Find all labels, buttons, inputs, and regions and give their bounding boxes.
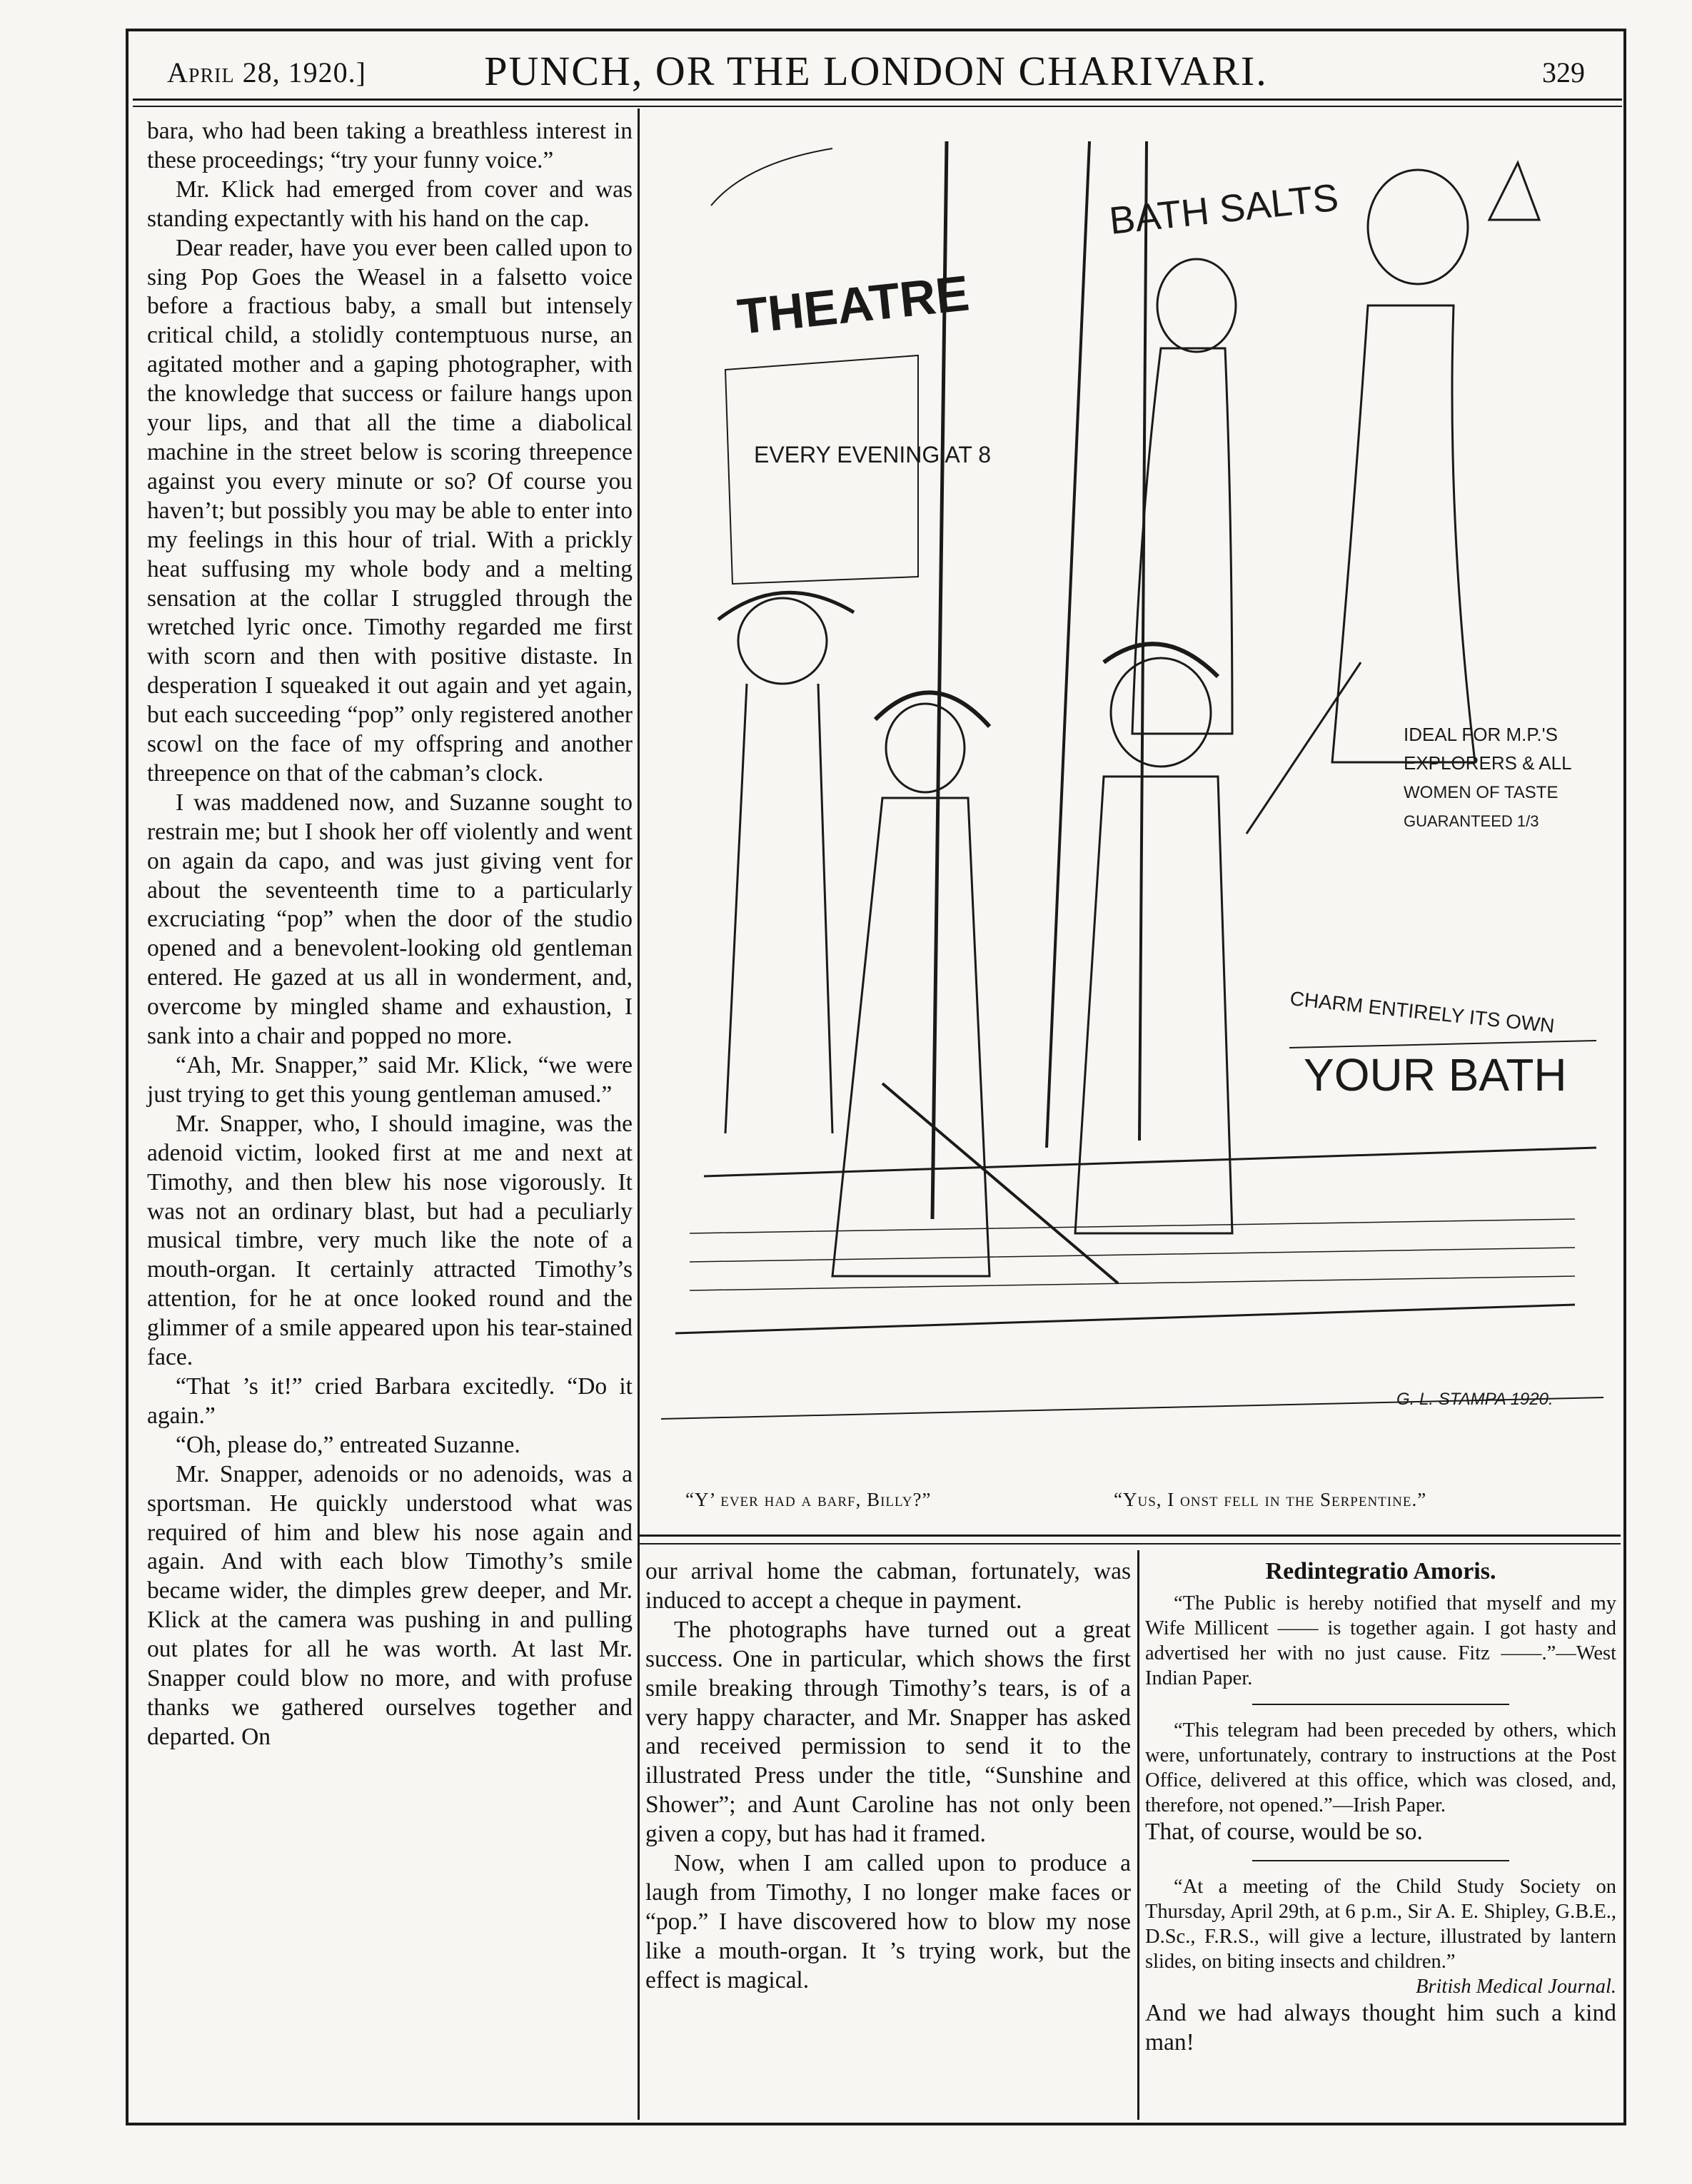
- comment-2: That, of course, would be so.: [1145, 1818, 1423, 1845]
- poster-line-2: EXPLORERS & ALL: [1404, 752, 1572, 774]
- notice-1: “The Public is hereby notified that myself and my Wife Millicent —— is together again. I got hasty and advertised her with no just cause. Fitz ——.”—West Indian Paper.: [1145, 1592, 1616, 1689]
- theatre-sign-text: THEATRE: [735, 265, 972, 345]
- source-3: British Medical Journal.: [1415, 1975, 1616, 1998]
- paragraph: I was maddened now, and Suzanne sought to restrain me; but I shook her off violently and went on again da capo, and was just giving vent for about the seventeenth time to a particularly excruciating “pop” when the door of the studio opened and a benevolent-looking old gentleman entered. He gazed at us all in wonderment, and, overcome by mingled shame and exhaustion, I sank into a chair and popped no more.: [147, 789, 633, 1050]
- cartoon-illustration: [647, 120, 1612, 1505]
- paragraph: Dear reader, have you ever been called upon to sing Pop Goes the Weasel in a falsetto voice before a fractious baby, a small but intensely critical child, a stolidly contemptuous nurse, an agitated mother and a gaping photographer, with the knowledge that success or failure hangs upon your lips, and that all the time a diabolical machine in the street below is scoring threepence against you every minute or so? Of course you haven’t; but possibly you may be able to enter into my feelings in this hour of trial. With a prickly heat suffusing my whole body and a melting sensation at the collar I struggled through the wretched lyric once. Timothy regarded me first with scorn and then with positive distaste. In desperation I squeaked it out again and yet again, but each succeeding “pop” only registered another scowl on the face of my offspring and another threepence on that of the cabman’s clock.: [147, 234, 633, 787]
- paragraph: our arrival home the cabman, fortunately, was induced to accept a cheque in payment.: [645, 1558, 1131, 1614]
- issue-date: April 28, 1920.]: [167, 56, 366, 89]
- running-head: [126, 40, 1626, 111]
- right-column-text: [1145, 1557, 1616, 2058]
- shop-sign-text: BATH SALTS: [1107, 176, 1341, 243]
- comment-3: And we had always thought him such a kind man!: [1145, 1999, 1616, 2056]
- paragraph: Mr. Snapper, who, I should imagine, was the adenoid victim, looked first at me and next at Timothy, and then blew his nose vigorously. It was not an ordinary blast, but had a peculiarly musical timbre, very much like the note of a mouth-organ. It certainly attracted Timothy’s attention, for he at once looked round and the glimmer of a smile appeared upon his tear-stained face.: [147, 1110, 633, 1371]
- header-rule: [133, 98, 1622, 101]
- separator-rule: [1252, 1860, 1509, 1861]
- middle-column-text: [645, 1557, 1131, 1996]
- paragraph: The photographs have turned out a great success. One in particular, which shows the first smile breaking through Timothy’s tears, is of a very happy character, and Mr. Snapper has asked and received permission to send it to the illustrated Press under the title, “Sunshine and Shower”; and Aunt Caroline has not only been given a copy, but has had it framed.: [645, 1616, 1131, 1848]
- poster-line-1: IDEAL FOR M.P.'S: [1404, 724, 1558, 745]
- caption-left: “Y’ ever had a barf, Billy?”: [685, 1489, 932, 1510]
- notice-2: “This telegram had been preceded by others, which were, unfortunately, contrary to instructions at the Post Office, delivered at this office, which was closed, and, therefore, not opened.”—Irish Paper.: [1145, 1719, 1616, 1816]
- column-divider: [638, 108, 640, 2120]
- notice-3: “At a meeting of the Child Study Society on Thursday, April 29th, at 6 p.m., Sir A. E. Shipley, G.B.E., D.Sc., F.R.S., will give a lecture, illustrated by lantern slides, on biting insects and children.”: [1145, 1875, 1616, 1973]
- column-divider: [1137, 1550, 1139, 2120]
- artist-signature: G. L. STAMPA 1920.: [1396, 1390, 1553, 1409]
- paragraph: Now, when I am called upon to produce a laugh from Timothy, I no longer make faces or “pop.” I have discovered how to blow my nose like a mouth-organ. It ’s trying work, but the effect is magical.: [645, 1850, 1131, 1993]
- paragraph: “Oh, please do,” entreated Suzanne.: [176, 1431, 520, 1458]
- cartoon-bottom-rule: [640, 1535, 1621, 1537]
- paragraph: Mr. Snapper, adenoids or no adenoids, was a sportsman. He quickly understood what was required of him and blew his nose again and again. And with each blow Timothy’s smile became wider, the dimples grew deeper, and Mr. Klick at the camera was pushing in and pulling out plates for all he was worth. At last Mr. Snapper could blow no more, and with profuse thanks we gathered ourselves together and departed. On: [147, 1460, 633, 1750]
- charm-line-text: CHARM ENTIRELY ITS OWN: [1289, 987, 1556, 1037]
- playbill-text: EVERY EVENING AT 8: [754, 442, 991, 467]
- poster-line-4: GUARANTEED 1/3: [1404, 812, 1539, 830]
- your-bath-text: YOUR BATH: [1304, 1049, 1567, 1101]
- paragraph: bara, who had been taking a breathless interest in these proceedings; “try your funny voice.”: [147, 118, 633, 173]
- page-number: 329: [1542, 56, 1585, 89]
- poster-line-3: WOMEN OF TASTE: [1404, 783, 1558, 802]
- section-heading: Redintegratio Amoris.: [1265, 1558, 1496, 1584]
- paragraph: “That ’s it!” cried Barbara excitedly. “Do it again.”: [147, 1372, 633, 1429]
- masthead-title: PUNCH, OR THE LONDON CHARIVARI.: [484, 48, 1268, 94]
- paragraph: “Ah, Mr. Snapper,” said Mr. Klick, “we were just trying to get this young gentleman amused.”: [147, 1052, 633, 1108]
- left-column-text: [147, 117, 633, 1752]
- cartoon-bottom-rule: [640, 1543, 1621, 1545]
- paragraph: Mr. Klick had emerged from cover and was standing expectantly with his hand on the cap.: [147, 176, 633, 232]
- header-rule: [133, 106, 1622, 107]
- caption-right: “Yus, I onst fell in the Serpentine.”: [1114, 1489, 1427, 1510]
- separator-rule: [1252, 1704, 1509, 1705]
